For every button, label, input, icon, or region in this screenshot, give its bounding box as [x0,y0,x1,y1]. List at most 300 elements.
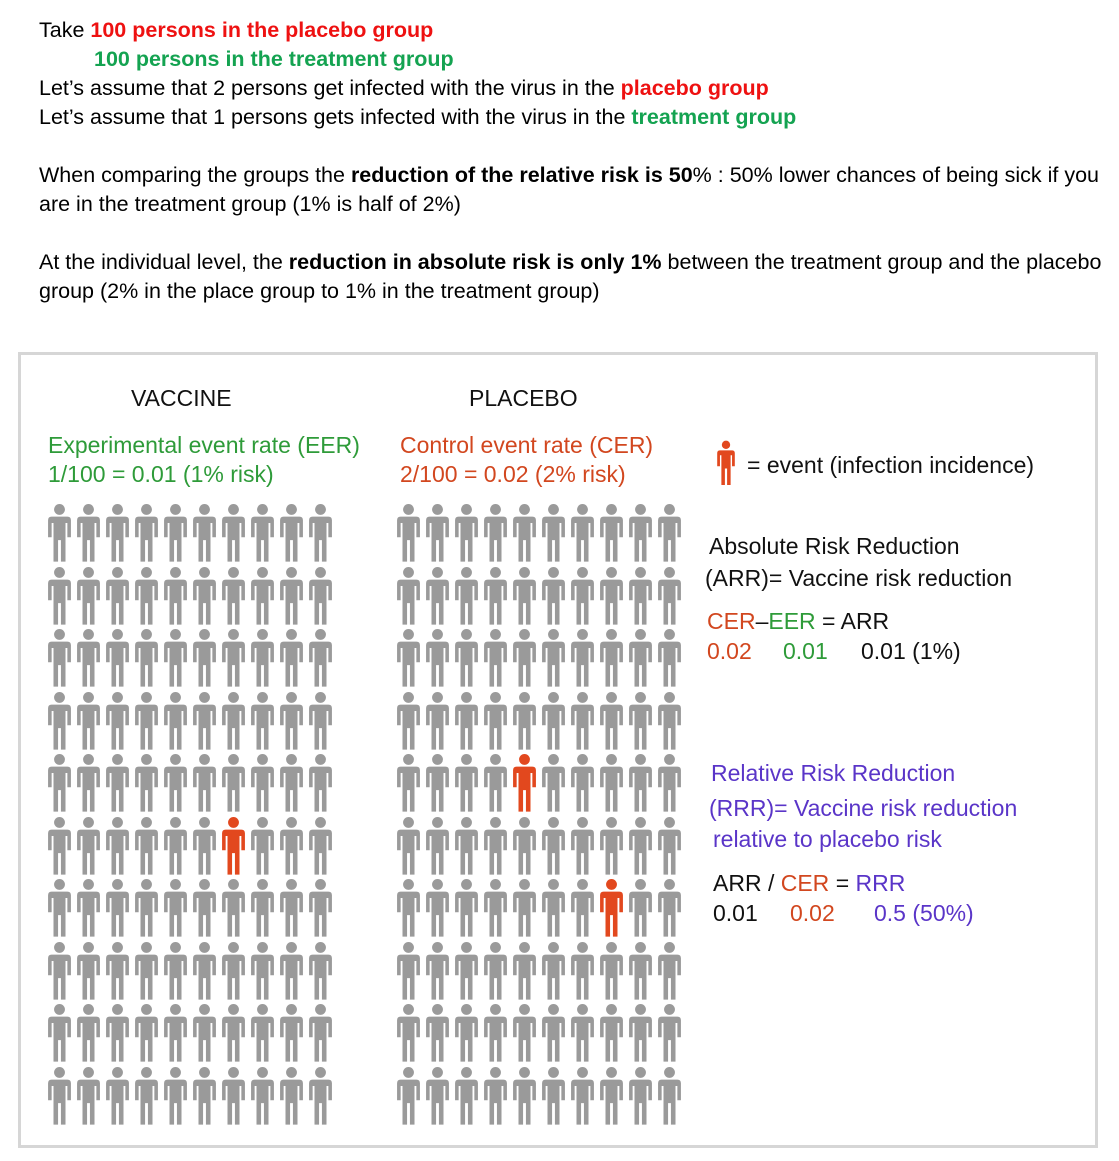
rrr-formula [713,870,905,897]
vaccine-person [277,941,306,1001]
vaccine-person [161,566,190,626]
placebo-person [452,1066,481,1126]
person-icon [597,1066,626,1126]
vaccine-person [248,816,277,876]
person-icon [306,941,335,1001]
person-icon [626,566,655,626]
person-icon [394,503,423,563]
placebo-person [510,566,539,626]
placebo-person [394,878,423,938]
person-icon [394,566,423,626]
vaccine-person [190,691,219,751]
arr-formula [707,608,889,635]
absolute-risk-paragraph [39,248,1109,306]
placebo-person [655,566,684,626]
person-icon [539,691,568,751]
person-icon [74,1066,103,1126]
person-icon [568,941,597,1001]
vaccine-person [190,753,219,813]
person-icon [277,816,306,876]
person-icon [277,878,306,938]
person-icon [423,941,452,1001]
vaccine-people-grid [45,503,335,1123]
vaccine-person [190,566,219,626]
person-icon [597,941,626,1001]
placebo-person [481,816,510,876]
placebo-person [626,816,655,876]
para3-bold: reduction in absolute risk is only 1% [288,250,662,274]
person-icon [394,753,423,813]
person-icon [219,503,248,563]
vaccine-person [132,628,161,688]
person-icon [161,503,190,563]
vaccine-person [277,691,306,751]
vaccine-person [74,628,103,688]
vaccine-person [161,691,190,751]
placebo-person [655,878,684,938]
person-icon [248,566,277,626]
vaccine-person [248,503,277,563]
person-icon [45,941,74,1001]
placebo-person [568,816,597,876]
person-icon [423,753,452,813]
person-icon [481,691,510,751]
vaccine-person [103,503,132,563]
person-icon [45,753,74,813]
person-icon [539,566,568,626]
person-icon [161,1003,190,1063]
placebo-person [626,753,655,813]
vaccine-person [103,816,132,876]
person-icon [306,691,335,751]
vaccine-person [219,1003,248,1063]
person-icon [510,503,539,563]
person-icon [481,566,510,626]
person-icon [45,1003,74,1063]
person-icon [539,816,568,876]
person-icon [510,816,539,876]
person-icon [248,878,277,938]
placebo-person [626,566,655,626]
vaccine-person [74,816,103,876]
person-icon [45,628,74,688]
risk-reduction-figure [18,352,1098,1148]
rrr-formula-cer: CER [780,870,830,896]
rrr-title-line-2: (RRR)= Vaccine risk reduction [709,795,1018,821]
person-icon [103,1066,132,1126]
person-icon [423,503,452,563]
placebo-person [626,691,655,751]
person-icon [161,941,190,1001]
person-icon [161,628,190,688]
person-icon [597,566,626,626]
person-icon [248,753,277,813]
vaccine-person [190,503,219,563]
person-icon [306,503,335,563]
vaccine-heading: VACCINE [131,385,232,411]
person-icon [248,691,277,751]
vaccine-person [103,753,132,813]
vaccine-person [306,816,335,876]
person-icon [132,1003,161,1063]
placebo-person [655,753,684,813]
person-icon [103,878,132,938]
placebo-person [539,753,568,813]
person-icon [190,503,219,563]
person-icon [568,816,597,876]
vaccine-person [74,753,103,813]
person-icon [190,1066,219,1126]
legend-text: = event (infection incidence) [747,452,1035,478]
arr-value-cer: 0.02 [707,638,752,664]
person-icon [248,816,277,876]
vaccine-person [190,941,219,1001]
placebo-person [452,628,481,688]
placebo-person [423,941,452,1001]
vaccine-person [103,1003,132,1063]
person-icon [626,503,655,563]
placebo-person [481,1003,510,1063]
person-icon [45,816,74,876]
placebo-person [452,1003,481,1063]
placebo-person [394,691,423,751]
vaccine-person [161,1066,190,1126]
placebo-infected-person [597,878,626,938]
placebo-person [597,753,626,813]
placebo-person [510,503,539,563]
placebo-person [481,753,510,813]
vaccine-person [45,566,74,626]
person-icon [248,628,277,688]
placebo-person [394,1066,423,1126]
person-icon [423,566,452,626]
person-icon [277,753,306,813]
person-icon [45,503,74,563]
person-icon [103,628,132,688]
person-icon [190,753,219,813]
person-icon [219,753,248,813]
arr-value-result: 0.01 (1%) [861,638,961,664]
person-icon [45,1066,74,1126]
vaccine-person [103,941,132,1001]
placebo-person [481,628,510,688]
placebo-person [394,753,423,813]
rrr-formula-equals: = [835,870,850,896]
placebo-person [568,503,597,563]
placebo-person [423,753,452,813]
placebo-person [452,566,481,626]
vaccine-person [45,941,74,1001]
person-icon [481,878,510,938]
person-icon [306,878,335,938]
placebo-person [423,1066,452,1126]
person-icon [510,691,539,751]
vaccine-person [306,1066,335,1126]
person-icon [655,816,684,876]
placebo-person [568,628,597,688]
person-icon [277,503,306,563]
placebo-person [568,1003,597,1063]
rrr-value-rrr: 0.5 (50%) [874,900,974,926]
person-icon [219,566,248,626]
person-icon [45,691,74,751]
vaccine-person [219,753,248,813]
placebo-person [597,628,626,688]
vaccine-person [248,941,277,1001]
person-icon [568,753,597,813]
treatment-count-highlight: 100 persons in the treatment group [94,47,454,71]
vaccine-person [103,1066,132,1126]
placebo-person [452,503,481,563]
intro-line-4-prefix: Let’s assume that 1 persons gets infected with the virus in the [39,105,632,129]
vaccine-person [74,566,103,626]
placebo-person [597,816,626,876]
person-icon [423,816,452,876]
person-icon [655,941,684,1001]
event-legend-icon [715,431,737,495]
intro-line-2 [39,45,1109,74]
person-icon [74,566,103,626]
person-icon [394,816,423,876]
person-icon [626,1066,655,1126]
placebo-person [597,1003,626,1063]
rrr-value-cer: 0.02 [790,900,835,926]
placebo-person [539,1066,568,1126]
person-icon [481,941,510,1001]
person-icon [481,816,510,876]
vaccine-person [74,1003,103,1063]
person-icon [190,691,219,751]
placebo-person [423,503,452,563]
person-icon [568,1066,597,1126]
placebo-person [394,628,423,688]
vaccine-person [45,691,74,751]
eer-value: 1/100 = 0.01 (1% risk) [48,461,274,487]
person-icon [452,503,481,563]
vaccine-person [277,628,306,688]
vaccine-person [161,753,190,813]
vaccine-person [190,628,219,688]
arr-formula-cer: CER [707,608,756,634]
person-icon [655,1066,684,1126]
person-icon [248,503,277,563]
person-icon [74,941,103,1001]
placebo-person [452,816,481,876]
arr-formula-equals: = ARR [822,608,890,634]
person-icon [481,628,510,688]
placebo-person [539,628,568,688]
infected-person-icon [597,878,626,938]
placebo-infected-person [510,753,539,813]
person-icon [248,1003,277,1063]
person-icon [394,628,423,688]
vaccine-person [132,941,161,1001]
person-icon [161,878,190,938]
person-icon [74,691,103,751]
person-icon [568,878,597,938]
placebo-person [626,1066,655,1126]
vaccine-person [45,816,74,876]
placebo-person [655,628,684,688]
person-icon [219,1003,248,1063]
person-icon [452,753,481,813]
person-icon [510,628,539,688]
vaccine-person [306,941,335,1001]
vaccine-person [74,503,103,563]
person-icon [190,1003,219,1063]
placebo-person [452,753,481,813]
placebo-person [597,941,626,1001]
person-icon [510,1003,539,1063]
infected-person-icon [510,753,539,813]
cer-value: 2/100 = 0.02 (2% risk) [400,461,626,487]
person-icon [394,1066,423,1126]
person-icon [481,1066,510,1126]
vaccine-person [74,941,103,1001]
vaccine-person [161,503,190,563]
vaccine-person [132,1066,161,1126]
person-icon [132,816,161,876]
placebo-person [394,1003,423,1063]
person-icon [655,753,684,813]
vaccine-person [219,941,248,1001]
placebo-person [597,566,626,626]
placebo-person [510,1066,539,1126]
person-icon [306,566,335,626]
vaccine-person [45,753,74,813]
vaccine-person [306,1003,335,1063]
person-icon [74,503,103,563]
vaccine-person [277,566,306,626]
vaccine-person [161,816,190,876]
intro-text [39,16,1109,306]
person-icon [452,941,481,1001]
person-icon [161,753,190,813]
person-icon [74,753,103,813]
person-icon [132,691,161,751]
person-icon [510,566,539,626]
vaccine-person [103,878,132,938]
person-icon [103,566,132,626]
placebo-person [510,1003,539,1063]
person-icon [539,1003,568,1063]
vaccine-person [277,503,306,563]
placebo-person [481,1066,510,1126]
vaccine-person [103,691,132,751]
vaccine-person [132,503,161,563]
person-icon [655,878,684,938]
vaccine-person [277,1066,306,1126]
intro-line-3 [39,74,1109,103]
vaccine-person [132,753,161,813]
person-icon [626,753,655,813]
vaccine-person [74,691,103,751]
vaccine-person [190,1066,219,1126]
vaccine-person [219,628,248,688]
relative-risk-paragraph [39,161,1109,219]
person-icon [277,566,306,626]
person-icon [248,941,277,1001]
person-icon [597,753,626,813]
placebo-person [655,503,684,563]
person-icon [74,878,103,938]
person-icon [481,503,510,563]
placebo-person [626,1003,655,1063]
para2-bold: reduction of the relative risk is 50 [350,163,693,187]
rrr-title-line-3: relative to placebo risk [713,826,942,852]
person-icon [45,878,74,938]
person-icon [626,691,655,751]
person-icon [161,566,190,626]
placebo-person [481,878,510,938]
person-icon [568,566,597,626]
person-icon [219,941,248,1001]
infected-person-icon [219,816,248,876]
vaccine-person [161,941,190,1001]
placebo-person [481,941,510,1001]
person-icon [74,816,103,876]
vaccine-person [161,628,190,688]
cer-label: Control event rate (CER) [400,432,654,458]
placebo-group-highlight: placebo group [620,76,769,100]
placebo-person [481,566,510,626]
person-icon [539,941,568,1001]
arr-title-line-2: (ARR)= Vaccine risk reduction [705,565,1012,591]
arr-value-eer: 0.01 [783,638,828,664]
person-icon [277,941,306,1001]
vaccine-person [190,816,219,876]
person-icon [568,628,597,688]
person-icon [394,1003,423,1063]
placebo-person [510,941,539,1001]
placebo-person [568,691,597,751]
person-icon [597,816,626,876]
intro-line-4 [39,103,1109,132]
person-icon [394,878,423,938]
placebo-person [452,941,481,1001]
placebo-person [394,503,423,563]
rrr-value-arr: 0.01 [713,900,758,926]
placebo-person [539,878,568,938]
placebo-person [539,503,568,563]
person-icon [219,691,248,751]
person-icon [626,816,655,876]
person-icon [74,628,103,688]
arr-formula-eer: EER [768,608,816,634]
placebo-person [394,941,423,1001]
para2-prefix: When comparing the groups the [39,163,351,187]
person-icon [306,1003,335,1063]
person-icon [510,878,539,938]
arr-formula-minus: – [755,608,769,634]
person-icon [190,628,219,688]
vaccine-person [132,691,161,751]
placebo-person [568,878,597,938]
vaccine-person [219,566,248,626]
person-icon [394,691,423,751]
vaccine-person [132,878,161,938]
vaccine-person [45,628,74,688]
placebo-person [655,941,684,1001]
eer-label: Experimental event rate (EER) [48,432,360,458]
person-icon [277,1066,306,1126]
vaccine-person [190,878,219,938]
placebo-person [539,691,568,751]
person-icon [45,566,74,626]
person-icon [452,628,481,688]
vaccine-person [45,503,74,563]
person-icon [423,691,452,751]
